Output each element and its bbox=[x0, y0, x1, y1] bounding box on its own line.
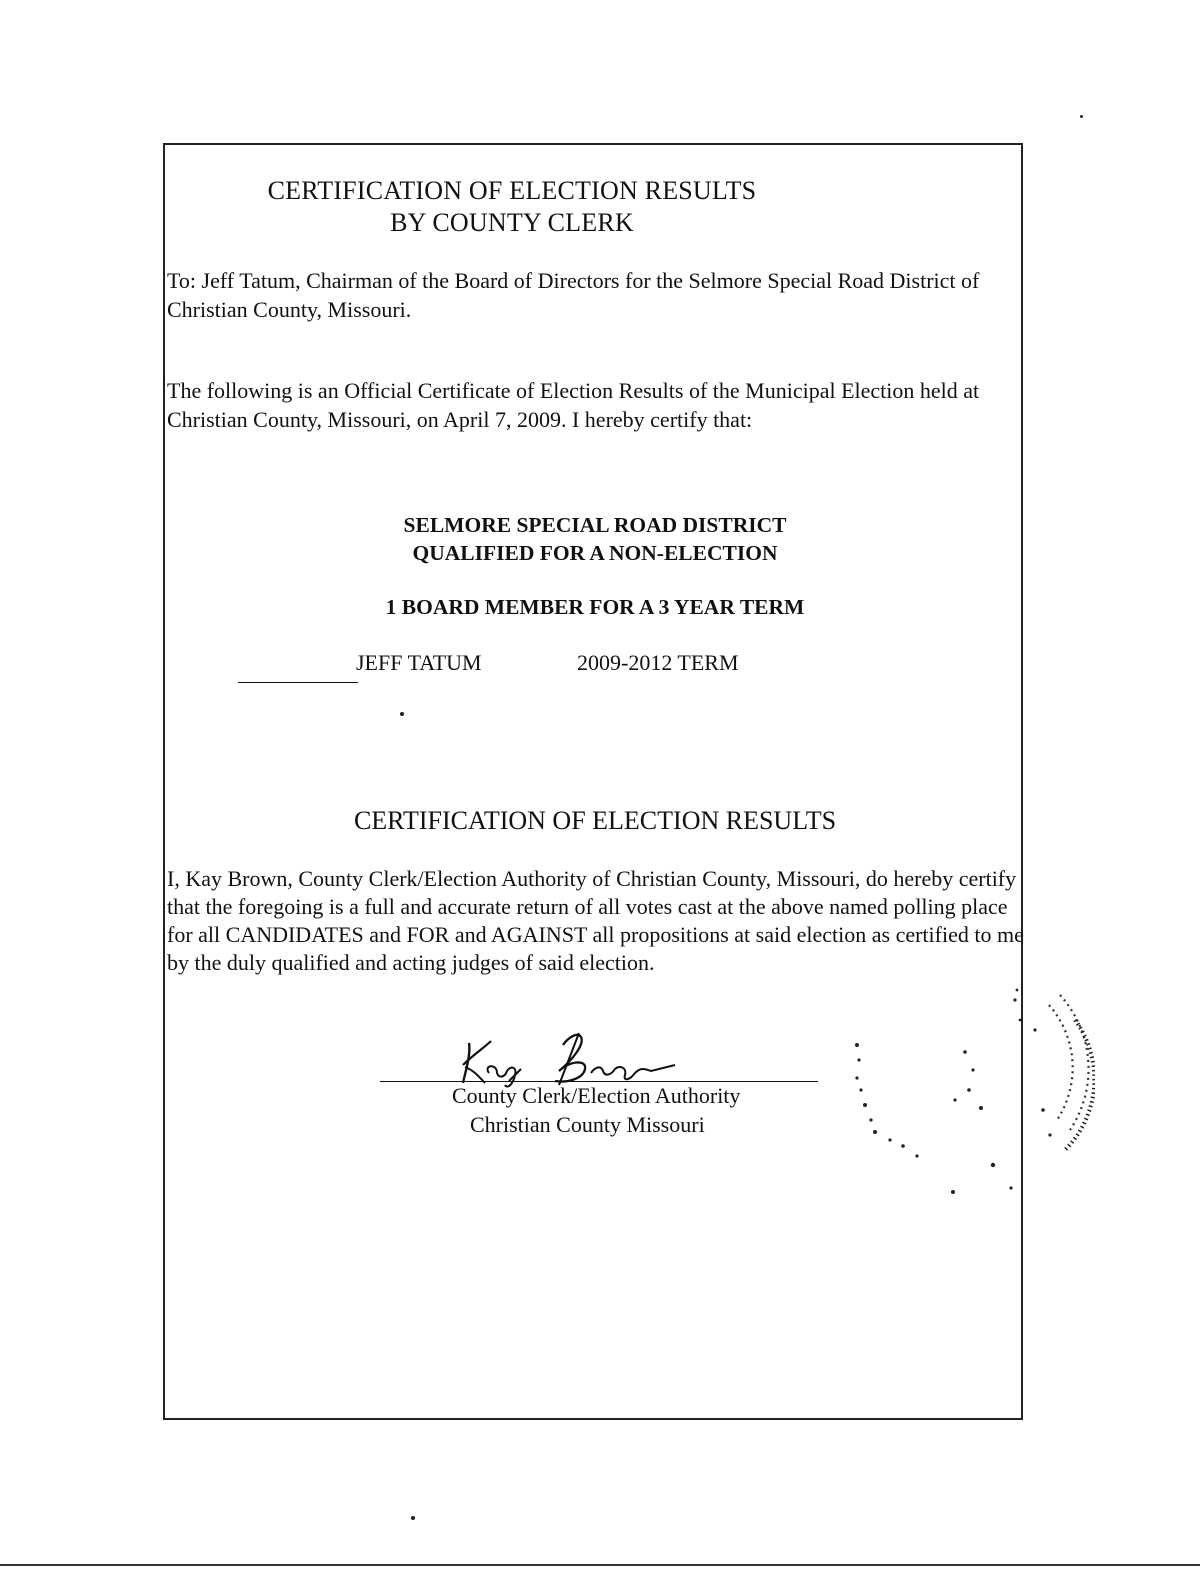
district-status: QUALIFIED FOR A NON-ELECTION bbox=[412, 541, 778, 565]
candidate-blank-line bbox=[238, 682, 358, 683]
addressee-paragraph: To: Jeff Tatum, Chairman of the Board of Directors for the Selmore Special Road District of Christian County, Missouri. bbox=[167, 268, 980, 322]
section-title: CERTIFICATION OF ELECTION RESULTS bbox=[353, 806, 837, 835]
embossed-seal-icon bbox=[835, 960, 1095, 1200]
document-subtitle: BY COUNTY CLERK bbox=[390, 208, 634, 237]
document-border bbox=[163, 143, 1023, 1420]
intro-paragraph: The following is an Official Certificate of Election Results of the Municipal Election held at Christian County, Missouri, on April 7, 2009. I hereby certify that: bbox=[167, 378, 980, 432]
position-heading: 1 BOARD MEMBER FOR A 3 YEAR TERM bbox=[385, 595, 805, 619]
scan-bottom-edge bbox=[0, 1564, 1200, 1566]
signer-title: County Clerk/Election Authority bbox=[452, 1083, 741, 1108]
scan-speck bbox=[411, 1516, 415, 1520]
certification-paragraph: I, Kay Brown, County Clerk/Election Authority of Christian County, Missouri, do hereby certify that the foregoing is a full and accurate return of all votes cast at the above named polling place for all CANDIDATES and FOR and AGAINST all propositions at said election as certified to me by the duly qualified and acting judges of said election. bbox=[167, 866, 1024, 975]
signature-line bbox=[380, 1081, 818, 1082]
district-name: SELMORE SPECIAL ROAD DISTRICT bbox=[403, 513, 787, 537]
document-title: CERTIFICATION OF ELECTION RESULTS bbox=[267, 176, 757, 205]
signer-county: Christian County Missouri bbox=[470, 1112, 705, 1137]
candidate-name: JEFF TATUM bbox=[356, 650, 482, 675]
candidate-term: 2009-2012 TERM bbox=[577, 650, 739, 675]
scan-speck bbox=[400, 712, 404, 716]
scan-speck bbox=[1080, 115, 1083, 118]
